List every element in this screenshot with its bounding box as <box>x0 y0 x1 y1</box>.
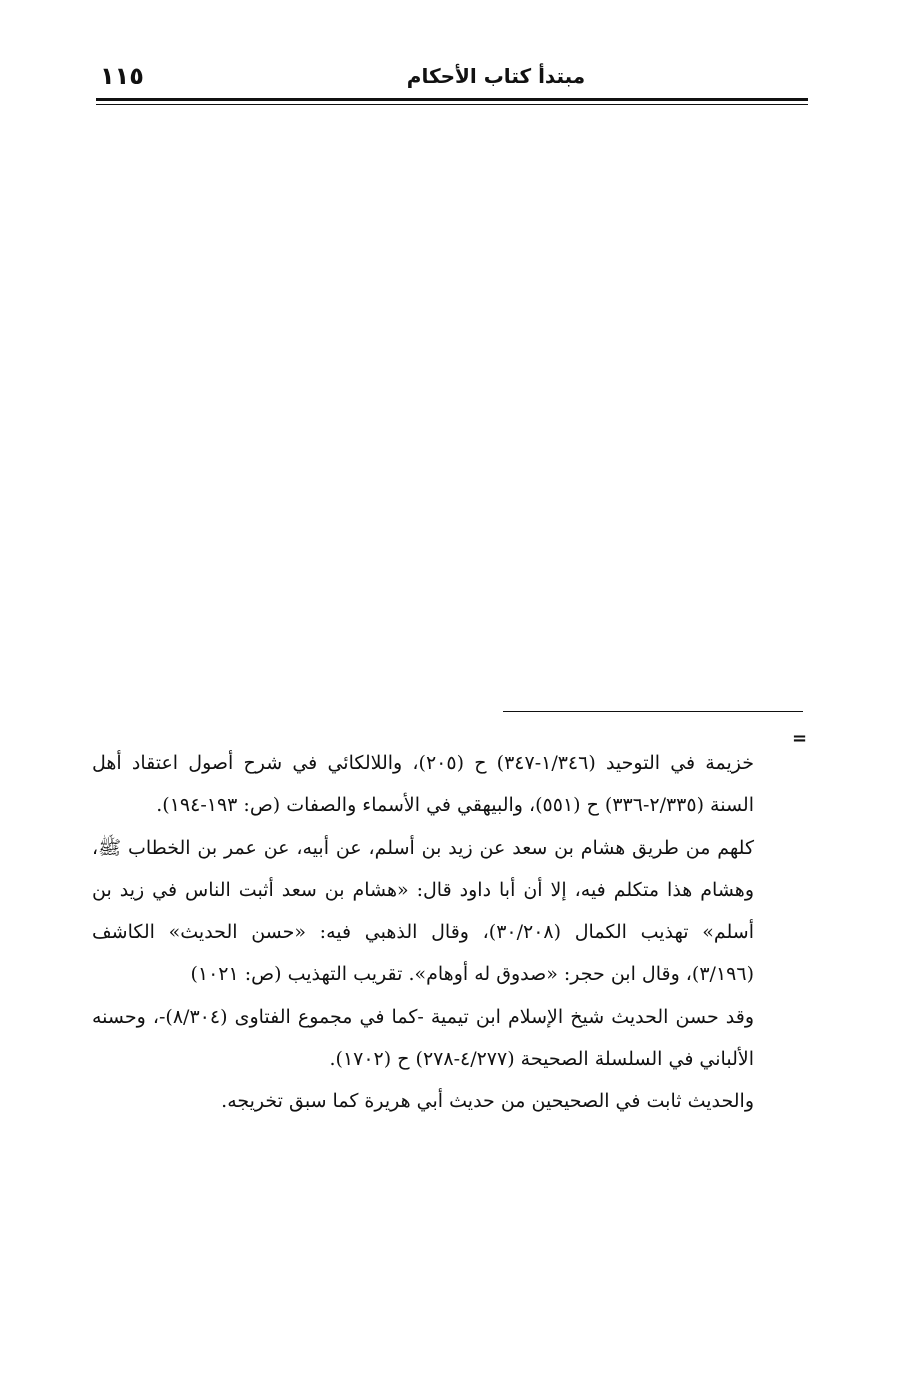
running-title: مبتدأ كتاب الأحكام <box>406 64 586 88</box>
footnotes <box>92 742 754 1123</box>
footnote-continuation-marker: = <box>792 728 808 749</box>
footnote-paragraph: كلهم من طريق هشام بن سعد عن زيد بن أسلم، عن أبيه، عن عمر بن الخطاب ﷺ، وهشام هذا متكلم فيه، إلا أن أبا داود قال: «هشام بن سعد أثبت الناس في زيد بن أسلم» تهذيب الكمال (٣٠/٢٠٨)، وقال الذهبي فيه: «حسن الحديث» الكاشف (٣/١٩٦)، وقال ابن حجر: «صدوق له أوهام». تقريب التهذيب (ص: ١٠٢١) <box>92 836 754 986</box>
page-header <box>96 62 808 96</box>
page-number: ١١٥ <box>100 62 144 90</box>
footnote-paragraph: خزيمة في التوحيد (١/٣٤٦-٣٤٧) ح (٢٠٥)، واللالكائي في شرح أصول اعتقاد أهل السنة (٢/٣٣٥-٣٣٦) ح (٥٥١)، والبيهقي في الأسماء والصفات (ص: ١٩٣-١٩٤). <box>92 752 754 817</box>
header-rule-thin <box>96 104 808 105</box>
footnote-paragraph: والحديث ثابت في الصحيحين من حديث أبي هريرة كما سبق تخريجه. <box>221 1090 754 1113</box>
footnote-paragraph: وقد حسن الحديث شيخ الإسلام ابن تيمية -كما في مجموع الفتاوى (٨/٣٠٤)-، وحسنه الألباني في السلسلة الصحيحة (٤/٢٧٧-٢٧٨) ح (١٧٠٢). <box>92 1005 755 1071</box>
header-rule <box>96 98 808 101</box>
footnote-separator <box>503 711 803 712</box>
